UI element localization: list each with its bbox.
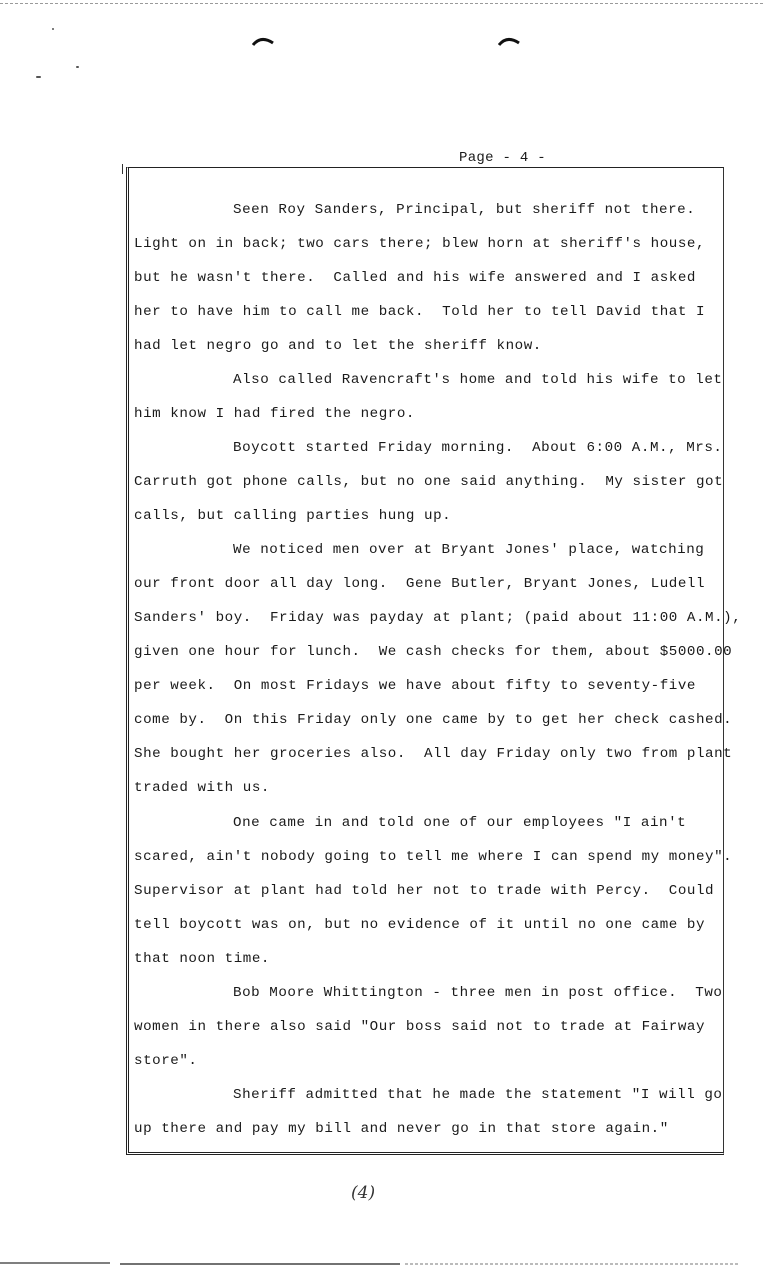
text-line: Sheriff admitted that he made the statement "I will go: [233, 1087, 723, 1103]
text-line: given one hour for lunch. We cash checks for them, about $5000.00: [134, 644, 733, 660]
text-line: traded with us.: [134, 780, 270, 796]
text-line: store".: [134, 1053, 198, 1069]
text-line: Bob Moore Whittington - three men in post office. Two: [233, 985, 723, 1001]
text-line: One came in and told one of our employees "I ain't: [233, 815, 687, 831]
text-line: our front door all day long. Gene Butler, Bryant Jones, Ludell: [134, 576, 706, 592]
text-line: scared, ain't nobody going to tell me where I can spend my money".: [134, 849, 733, 865]
text-line: her to have him to call me back. Told her to tell David that I: [134, 304, 706, 320]
text-line: Boycott started Friday morning. About 6:00 A.M., Mrs.: [233, 440, 723, 456]
text-line: Carruth got phone calls, but no one said anything. My sister got: [134, 474, 724, 490]
text-line: tell boycott was on, but no evidence of it until no one came by: [134, 917, 706, 933]
text-line: come by. On this Friday only one came by to get her check cashed.: [134, 712, 733, 728]
frame-corner-tick: [122, 164, 123, 174]
text-line: She bought her groceries also. All day Friday only two from plant: [134, 746, 733, 762]
text-line: up there and pay my bill and never go in that store again.": [134, 1121, 669, 1137]
text-line: per week. On most Fridays we have about fifty to seventy-five: [134, 678, 696, 694]
margin-speck: [76, 66, 79, 68]
handwritten-page-number: (4): [351, 1183, 376, 1203]
text-line: him know I had fired the negro.: [134, 406, 415, 422]
punch-mark-left: [252, 35, 270, 45]
text-line: but he wasn't there. Called and his wife answered and I asked: [134, 270, 696, 286]
text-line: Supervisor at plant had told her not to trade with Percy. Could: [134, 883, 715, 899]
punch-mark-right: [498, 35, 516, 45]
top-perforation: [0, 3, 763, 4]
text-line: women in there also said "Our boss said not to trade at Fairway: [134, 1019, 706, 1035]
margin-speck: [52, 28, 54, 30]
text-line: that noon time.: [134, 951, 270, 967]
text-line: Sanders' boy. Friday was payday at plant; (paid about 11:00 A.M.),: [134, 610, 742, 626]
text-line: We noticed men over at Bryant Jones' place, watching: [233, 542, 705, 558]
text-line: Seen Roy Sanders, Principal, but sheriff not there.: [233, 202, 696, 218]
margin-speck: [36, 76, 41, 78]
text-line: Light on in back; two cars there; blew horn at sheriff's house,: [134, 236, 706, 252]
page-header: Page - 4 -: [459, 150, 547, 166]
text-line: Also called Ravencraft's home and told his wife to let: [233, 372, 723, 388]
text-line: calls, but calling parties hung up.: [134, 508, 452, 524]
bottom-edge-line: [0, 1253, 763, 1255]
text-line: had let negro go and to let the sheriff know.: [134, 338, 542, 354]
